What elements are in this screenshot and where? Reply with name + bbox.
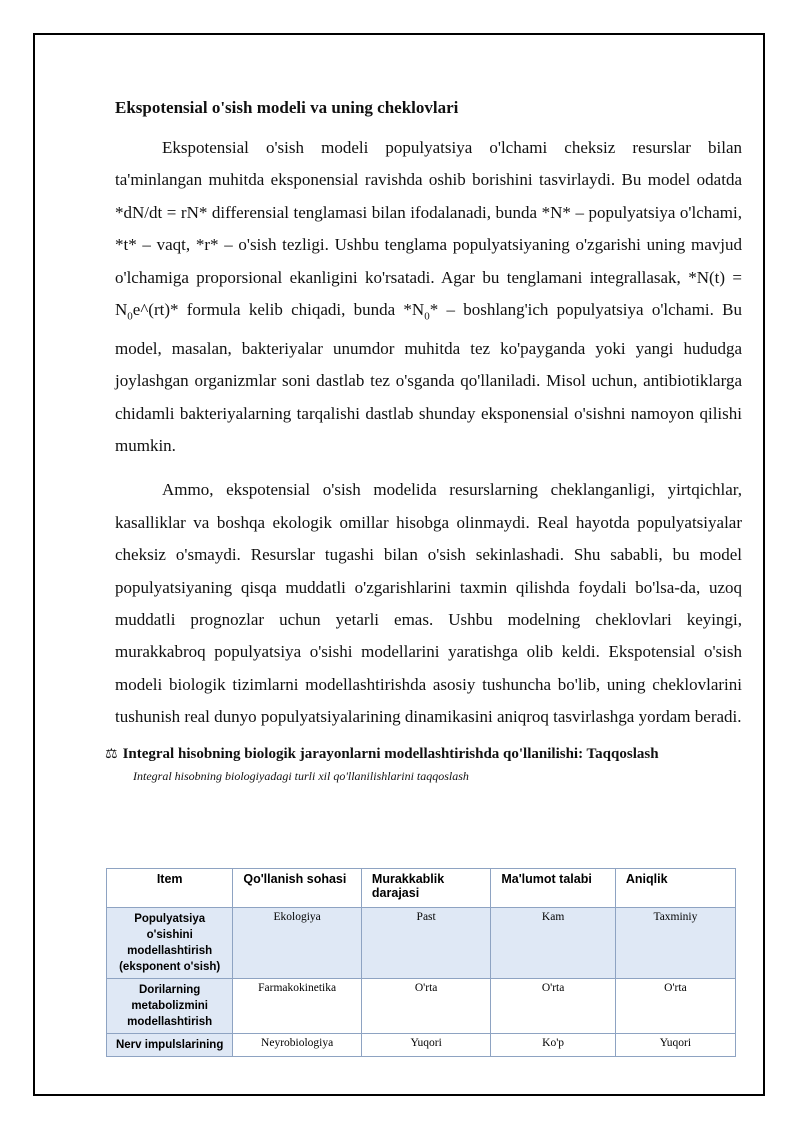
table-row — [107, 979, 736, 1034]
scale-icon: ⚖ — [105, 746, 118, 763]
row-item: Populyatsiya o'sishini modellashtirish (eksponent o'sish) — [107, 908, 233, 979]
document-body — [105, 98, 742, 794]
comparison-table — [106, 868, 736, 1057]
table-row — [107, 1034, 736, 1057]
table-caption: Integral hisobning biologiyadagi turli xil qo'llanilishlarini taqqoslash — [133, 768, 469, 783]
table-header-row — [107, 869, 736, 908]
paragraph-exponential-model — [115, 132, 742, 462]
header-complexity: Murakkablik darajasi — [361, 869, 490, 908]
header-data-requirement: Ma'lumot talabi — [491, 869, 616, 908]
header-application-field: Qo'llanish sohasi — [233, 869, 362, 908]
row-field: Neyrobiologiya — [233, 1034, 362, 1057]
row-data-requirement: Ko'p — [491, 1034, 616, 1057]
row-data-requirement: O'rta — [491, 979, 616, 1034]
header-item: Item — [107, 869, 233, 908]
header-accuracy: Aniqlik — [615, 869, 735, 908]
row-complexity: Yuqori — [361, 1034, 490, 1057]
table-heading-text: Integral hisobning biologik jarayonlarni modellashtirishda qo'llanilishi: Taqqoslash — [122, 745, 659, 762]
row-accuracy: Taxminiy — [615, 908, 735, 979]
p1-subscript-b: 0 — [424, 310, 430, 323]
row-data-requirement: Kam — [491, 908, 616, 979]
p1-text-a: Ekspotensial o'sish modeli populyatsiya o'lchami cheksiz resurslar bilan ta'minlangan muhitda eksponensial ravishda oshib borishini tasvirlaydi. Bu model odatda *dN/dt = rN* differensial tenglamasi bilan ifodalanadi, bunda *N* – populyatsiya o'lchami, *t* – vaqt, *r* – o'sish tezligi. Ushbu tenglama populyatsiyaning o'zgarishi uning mavjud o'lchamiga proporsional ekanligini ko'rsatadi. Agar bu tenglamani integrallasak, *N(t) = N — [115, 138, 742, 320]
p1-text-b: e^(rt)* formula kelib chiqadi, bunda *N — [132, 300, 425, 320]
table-row — [107, 908, 736, 979]
row-complexity: Past — [361, 908, 490, 979]
row-accuracy: Yuqori — [615, 1034, 735, 1057]
p1-subscript-a: 0 — [127, 310, 133, 323]
row-complexity: O'rta — [361, 979, 490, 1034]
row-item: Dorilarning metabolizmini modellashtirish — [107, 979, 233, 1034]
table-heading — [105, 746, 742, 763]
row-accuracy: O'rta — [615, 979, 735, 1034]
section-heading: Ekspotensial o'sish modeli va uning cheklovlari — [115, 98, 459, 117]
row-field: Farmakokinetika — [233, 979, 362, 1034]
paragraph-model-limitations: Ammo, ekspotensial o'sish modelida resurslarning cheklanganligi, yirtqichlar, kasalliklar va boshqa ekologik omillar hisobga olinmaydi. Real hayotda populyatsiyalar cheksiz o'smaydi. Resurslar tugashi bilan o'sish sekinlashadi. Shu sababli, bu model populyatsiyaning qisqa muddatli o'zgarishlarini taxmin qilishda foydali bo'lsa-da, uzoq muddatli prognozlar uchun yetarli emas. Ushbu modelning cheklovlari keyingi, murakkabroq populyatsiya o'sishi modellarini yaratishga olib keldi. Ekspotensial o'sish modeli biologik tizimlarni modellashtirishda asosiy tushuncha bo'lib, uning cheklovlarini tushunish real dunyo populyatsiyalarining dinamikasini aniqroq tasvirlashga yordam beradi. — [115, 480, 742, 727]
p1-text-c: * – boshlang'ich populyatsiya o'lchami. Bu model, masalan, bakteriyalar unumdor muhitda tez ko'payganda yoki yangi hududga joylashgan organizmlar soni dastlab tez o'sganda qo'llaniladi. Misol uchun, antibiotiklarga chidamli bakteriyalarning tarqalishi dastlab shunday eksponensial o'sishni namoyon qilishi mumkin. — [115, 300, 742, 456]
row-field: Ekologiya — [233, 908, 362, 979]
row-item: Nerv impulslarining — [107, 1034, 233, 1057]
